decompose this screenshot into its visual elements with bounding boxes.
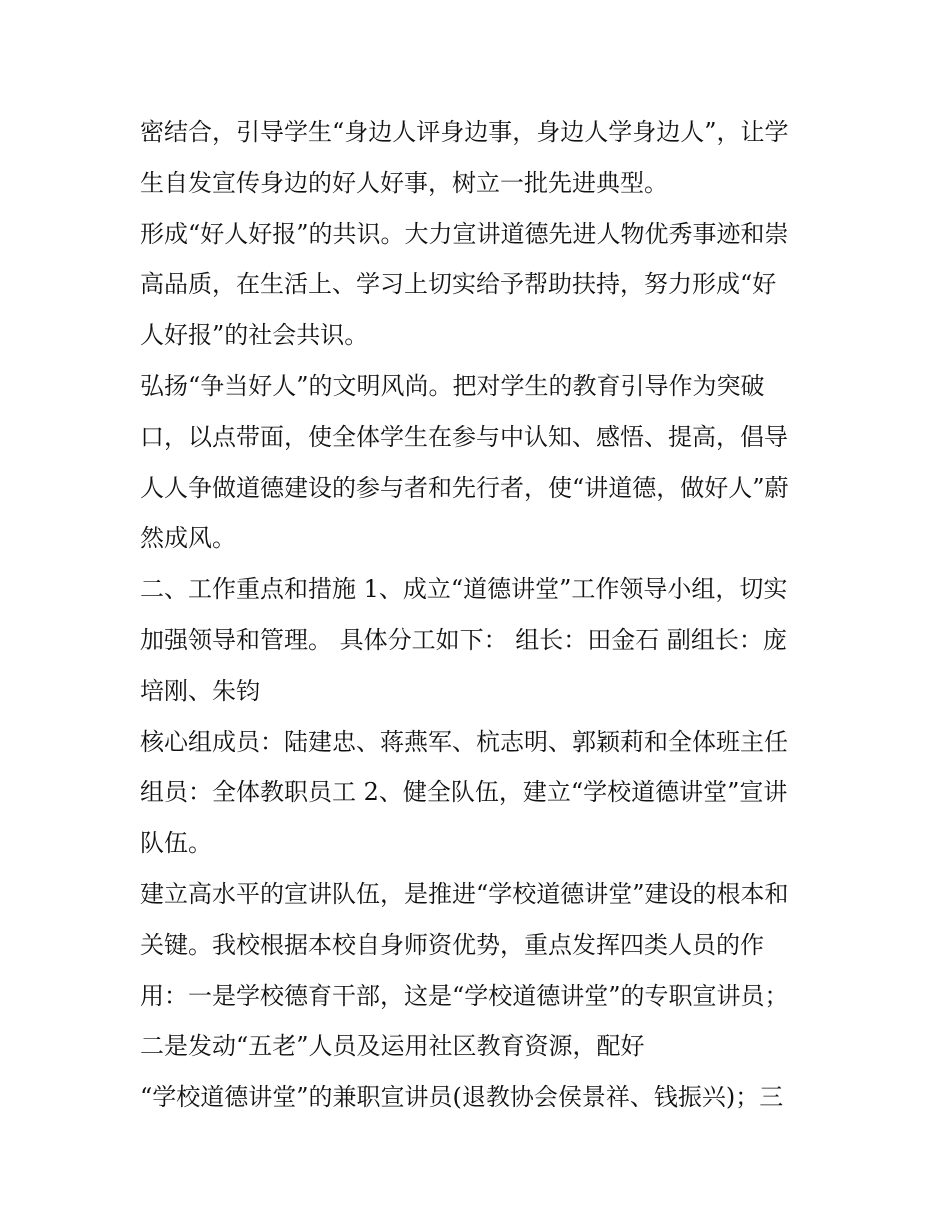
text-line: 弘扬“争当好人”的文明风尚。把对学生的教育引导作为突破 [140, 371, 765, 400]
text-line: 人好报”的社会共识。 [140, 321, 369, 350]
text-line: 口，以点带面，使全体学生在参与中认知、感悟、提高，倡导 [140, 422, 788, 451]
text-line: 二、工作重点和措施 1、成立“道德讲堂”工作领导小组，切实 [140, 575, 788, 604]
text-line: 用：一是学校德育干部，这是“学校道德讲堂”的专职宣讲员； [140, 981, 789, 1010]
text-line: 核心组成员：陆建忠、蒋燕军、杭志明、郭颖莉和全体班主任 [140, 727, 788, 756]
text-line: 高品质，在生活上、学习上切实给予帮助扶持，努力形成“好 [140, 270, 777, 299]
text-line: 组员：全体教职员工 2、健全队伍，建立“学校道德讲堂”宣讲 [140, 778, 788, 807]
text-line: 培刚、朱钧 [140, 676, 260, 705]
text-line: 关键。我校根据本校自身师资优势，重点发挥四类人员的作 [140, 930, 764, 959]
text-line: 密结合，引导学生“身边人评身边事，身边人学身边人”，让学 [140, 118, 789, 146]
text-line: 队伍。 [140, 829, 212, 858]
text-line: 生自发宣传身边的好人好事，树立一批先进典型。 [140, 168, 668, 197]
text-line: 二是发动“五老”人员及运用社区教育资源，配好 [140, 1032, 645, 1061]
text-line: “学校道德讲堂”的兼职宣讲员(退教协会侯景祥、钱振兴)；三 [140, 1083, 784, 1112]
text-line: 加强领导和管理。 具体分工如下： 组长：田金石 副组长：庞 [140, 625, 787, 654]
text-line: 然成风。 [140, 524, 236, 553]
text-line: 建立高水平的宣讲队伍，是推进“学校道德讲堂”建设的根本和 [140, 879, 789, 908]
document-body [140, 107, 820, 1123]
text-line: 形成“好人好报”的共识。大力宣讲道德先进人物优秀事迹和崇 [140, 219, 789, 248]
text-line: 人人争做道德建设的参与者和先行者，使“讲道德，做好人”蔚 [140, 473, 789, 502]
